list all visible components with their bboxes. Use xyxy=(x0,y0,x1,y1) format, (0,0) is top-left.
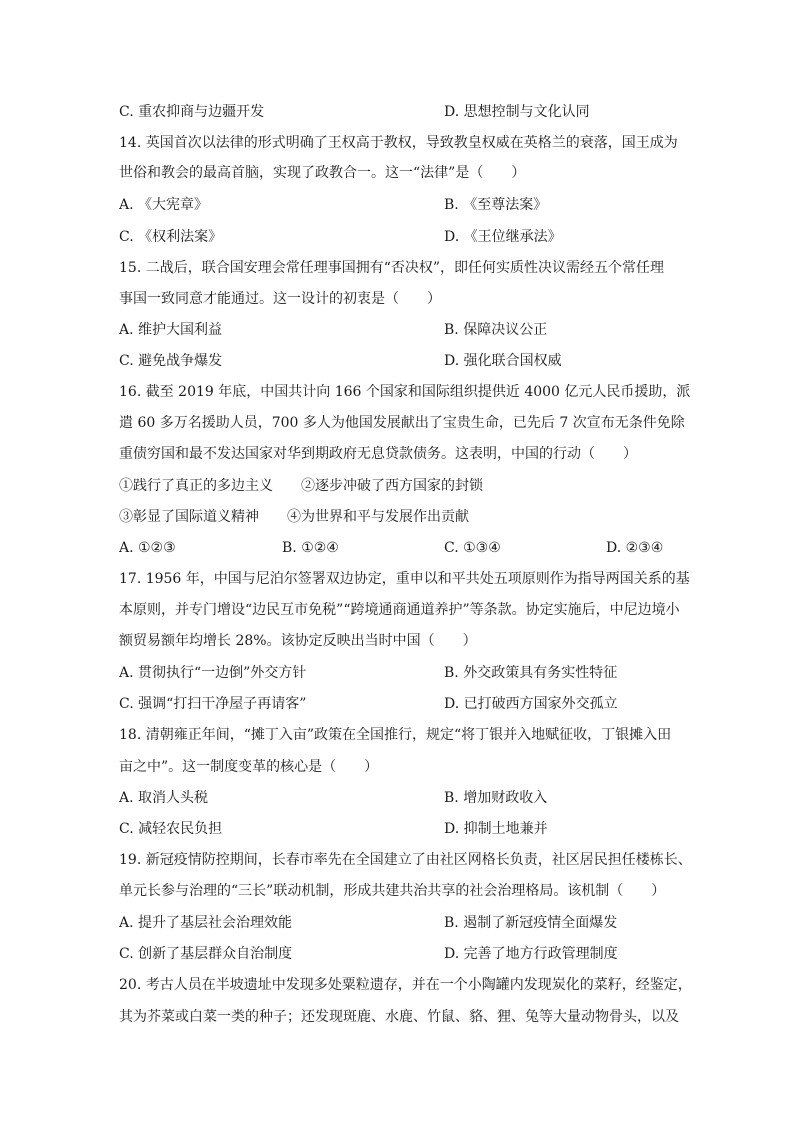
q19-option-d: D. 完善了地方行政管理制度 xyxy=(444,946,618,962)
q16-option-b: B. ①②④ xyxy=(282,540,339,556)
prev-option-c: C. 重农抑商与边疆开发 xyxy=(119,104,265,120)
q17-stem-line-1: 17. 1956 年，中国与尼泊尔签署双边协定，重申以和平共处五项原则作为指导两国关系的基 xyxy=(119,571,690,587)
q18-option-d: D. 抑制土地兼并 xyxy=(444,821,548,837)
q15-option-c: C. 避免战争爆发 xyxy=(119,353,223,369)
q17-stem-line-2: 本原则，并专门增设“边民互市免税”“跨境通商通道养护”等条款。协定实施后，中尼边境小 xyxy=(119,602,680,618)
q19-option-b: B. 遏制了新冠疫情全面爆发 xyxy=(444,915,618,931)
q17-option-d: D. 已打破西方国家外交孤立 xyxy=(444,696,618,712)
q17-option-a: A. 贯彻执行“一边倒”外交方针 xyxy=(119,665,307,681)
q14-option-c: C. 《权利法案》 xyxy=(119,229,223,245)
q19-stem-line-2: 单元长参与治理的“三长”联动机制，形成共建共治共享的社会治理格局。该机制（ ） xyxy=(119,883,666,899)
q19-stem-line-1: 19. 新冠疫情防控期间，长春市率先在全国建立了由社区网格长负责，社区居民担任楼栋长、 xyxy=(119,852,692,868)
q19-option-c: C. 创新了基层群众自治制度 xyxy=(119,946,293,962)
q16-stem-line-3: 重债穷国和最不发达国家对华到期政府无息贷款债务。这表明，中国的行动（ ） xyxy=(119,446,637,462)
q18-option-b: B. 增加财政收入 xyxy=(444,790,548,806)
q15-option-a: A. 维护大国利益 xyxy=(119,322,223,338)
q17-stem-line-3: 额贸易额年均增长 28%。该协定反映出当时中国（ ） xyxy=(119,633,477,649)
q19-option-a: A. 提升了基层社会治理效能 xyxy=(119,915,293,931)
q20-stem-line-1: 20. 考古人员在半坡遗址中发现多处粟粒遗存，并在一个小陶罐内发现炭化的菜籽，经鉴定， xyxy=(119,977,692,993)
q16-option-a: A. ①②③ xyxy=(119,540,176,556)
q18-stem-line-2: 亩之中”。这一制度变革的核心是（ ） xyxy=(119,759,379,775)
q15-stem-line-1: 15. 二战后，联合国安理会常任理事国拥有“否决权”，即任何实质性决议需经五个常任理 xyxy=(119,260,665,276)
q14-option-d: D. 《王位继承法》 xyxy=(444,229,562,245)
q18-option-a: A. 取消人头税 xyxy=(119,790,209,806)
q16-option-c: C. ①③④ xyxy=(444,540,501,556)
q14-option-a: A. 《大宪章》 xyxy=(119,197,209,213)
q15-stem-line-2: 事国一致同意才能通过。这一设计的初衷是（ ） xyxy=(119,291,441,307)
q16-stem-line-1: 16. 截至 2019 年底，中国共计向 166 个国家和国际组织提供近 4000 亿元人民币援助，派 xyxy=(119,384,691,400)
q18-option-c: C. 减轻农民负担 xyxy=(119,821,223,837)
q15-option-b: B. 保障决议公正 xyxy=(444,322,548,338)
q17-option-b: B. 外交政策具有务实性特征 xyxy=(444,665,618,681)
q15-option-d: D. 强化联合国权威 xyxy=(444,353,562,369)
q16-stem-line-2: 遣 60 多万名援助人员，700 多人为他国发展献出了宝贵生命，已先后 7 次宣布无条件免除 xyxy=(119,415,685,431)
q17-option-c: C. 强调“打扫干净屋子再请客” xyxy=(119,696,307,712)
q14-stem-line-1: 14. 英国首次以法律的形式明确了王权高于教权，导致教皇权威在英格兰的衰落，国王成为 xyxy=(119,135,678,151)
q18-stem-line-1: 18. 清朝雍正年间，“摊丁入亩”政策在全国推行，规定“将丁银并入地赋征收，丁银摊入田 xyxy=(119,727,672,743)
q20-stem-line-2: 其为芥菜或白菜一类的种子；还发现斑鹿、水鹿、竹鼠、貉、狸、兔等大量动物骨头，以及 xyxy=(119,1009,679,1025)
q16-item-line-1: ①践行了真正的多边主义 ②逐步冲破了西方国家的封锁 xyxy=(119,478,483,494)
q14-option-b: B. 《至尊法案》 xyxy=(444,197,548,213)
q16-item-line-2: ③彰显了国际道义精神 ④为世界和平与发展作出贡献 xyxy=(119,509,469,525)
q14-stem-line-2: 世俗和教会的最高首脑，实现了政教合一。这一“法律”是（ ） xyxy=(119,165,526,181)
q16-option-d: D. ②③④ xyxy=(606,540,664,556)
prev-option-d: D. 思想控制与文化认同 xyxy=(444,104,590,120)
